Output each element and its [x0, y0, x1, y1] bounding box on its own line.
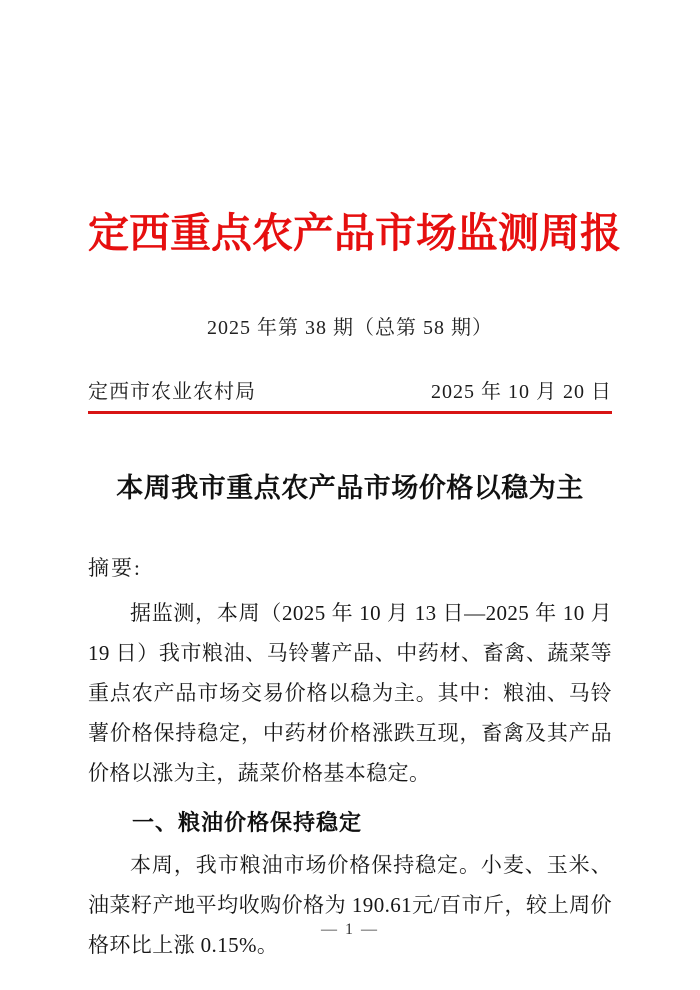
issuer-name: 定西市农业农村局: [88, 381, 256, 403]
issue-number-line: 2025 年第 38 期（总第 58 期）: [207, 317, 493, 339]
abstract-label: 摘要:: [88, 556, 142, 580]
issuer-row: [88, 380, 612, 414]
article-title: 本周我市重点农产品市场价格以稳为主: [116, 473, 584, 503]
masthead-title: 定西重点农产品市场监测周报: [88, 210, 621, 256]
section-1-paragraph: 本周，我市粮油市场价格保持稳定。小麦、玉米、油菜籽产地平均收购价格为 190.61元/百市斤，较上周价格环比上涨 0.15%。: [88, 853, 612, 957]
issue-date: 2025 年 10 月 20 日: [431, 381, 612, 403]
abstract-paragraph: 据监测，本周（2025 年 10 月 13 日—2025 年 10 月 19 日）我市粮油、马铃薯产品、中药材、畜禽、蔬菜等重点农产品市场交易价格以稳为主。其中：粮油、马铃薯价格保持稳定，中药材价格涨跌互现，畜禽及其产品价格以涨为主，蔬菜价格基本稳定。: [88, 601, 612, 785]
page-number: — 1 —: [321, 921, 379, 938]
section-1-heading: 一、粮油价格保持稳定: [132, 810, 363, 835]
